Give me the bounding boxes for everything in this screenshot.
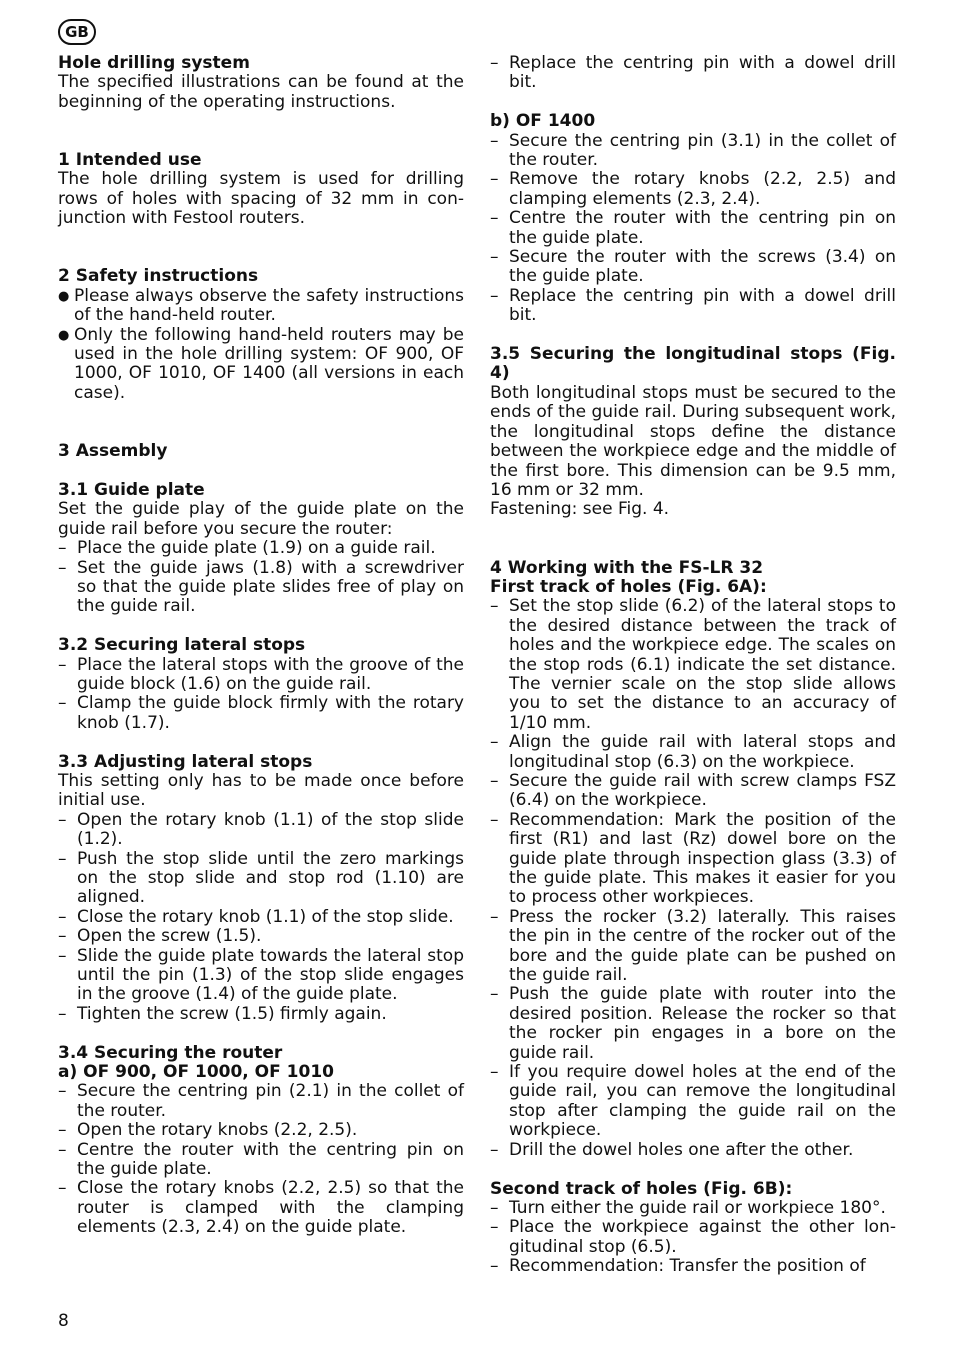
list-item: – Close the rotary knob (1.1) of the stop slide. — [58, 908, 464, 927]
list-item: – Centre the router with the centring pin on the guide plate. — [490, 209, 896, 248]
right-column — [490, 54, 896, 1277]
section-3-4-heading: 3.4 Securing the router — [58, 1042, 283, 1063]
language-badge: GB — [58, 19, 96, 45]
list-item: – Open the rotary knobs (2.2, 2.5). — [58, 1121, 464, 1140]
lateral-stops-list — [58, 656, 464, 734]
page-number: 8 — [58, 1311, 69, 1331]
section-3-4a-heading: a) OF 900, OF 1000, OF 1010 — [58, 1062, 334, 1083]
list-item: – Set the guide jaws (1.8) with a screwdriver so that the guide plate slides free of play on the guide rail. — [58, 559, 464, 617]
list-item: ● Only the following hand-held routers may be used in the hole drilling system: OF 900, OF 1000, OF 1010, OF 1400 (all versions in each case). — [58, 326, 464, 404]
section-3-3-heading: 3.3 Adjusting lateral stops — [58, 751, 313, 772]
list-item: – Recommendation: Transfer the position of — [490, 1257, 896, 1276]
second-track-heading: Second track of holes (Fig. 6B): — [490, 1178, 793, 1199]
first-track-list — [490, 597, 896, 1160]
section-1-text: The hole drilling system is used for drilling rows of holes with spacing of 32 mm in conjunction with Festool routers. — [58, 169, 464, 229]
section-1-heading: 1 Intended use — [58, 150, 202, 171]
first-track-heading: First track of holes (Fig. 6A): — [490, 576, 767, 597]
document-title: Hole drilling system — [58, 53, 250, 73]
section-3-5-text: Both longitudinal stops must be secured to the ends of the guide rail. During subsequent work, the longitudinal stops define the distance between the workpiece edge and the middle of the first bore. This dimension can be 9.5 mm, 16 mm or 32 mm. — [490, 382, 896, 500]
list-item: – Tighten the screw (1.5) firmly again. — [58, 1005, 464, 1024]
intro-paragraph: The specified illustrations can be found at the beginning of the operating instructions. — [58, 72, 464, 112]
section-3-5-fastening: Fastening: see Fig. 4. — [490, 499, 670, 520]
section-3-2-heading: 3.2 Securing lateral stops — [58, 635, 306, 656]
list-item: – Replace the centring pin with a dowel drill bit. — [490, 287, 896, 326]
list-item: – Align the guide rail with lateral stops and longitudinal stop (6.3) on the workpiece. — [490, 733, 896, 772]
second-track-list — [490, 1199, 896, 1277]
list-item: – Drill the dowel holes one after the other. — [490, 1141, 896, 1160]
list-item: – Clamp the guide block firmly with the rotary knob (1.7). — [58, 694, 464, 733]
section-3-1-text: Set the guide play of the guide plate on the guide rail before you secure the router: — [58, 499, 464, 539]
list-item: – Turn either the guide rail or workpiece 180°. — [490, 1199, 896, 1218]
safety-list — [58, 287, 464, 403]
adjusting-stops-list — [58, 811, 464, 1024]
list-item: – Set the stop slide (6.2) of the lateral stops to the desired distance between the track of holes and the workpiece edge. The scales on the stop rods (6.1) indicate the set distance. The vernier scale on the stop slide allows you to set the distance to an accuracy of 1/10 mm. — [490, 597, 896, 733]
section-3-heading: 3 Assembly — [58, 441, 168, 462]
list-item: – Secure the centring pin (3.1) in the collet of the router. — [490, 132, 896, 171]
list-item: – Slide the guide plate towards the lateral stop until the pin (1.3) of the stop slide engages in the groove (1.4) of the guide plate. — [58, 947, 464, 1005]
list-item: – Open the screw (1.5). — [58, 927, 464, 946]
list-item: – Centre the router with the centring pin on the guide plate. — [58, 1141, 464, 1180]
list-item: – Secure the centring pin (2.1) in the collet of the router. — [58, 1082, 464, 1121]
list-item: – Push the stop slide until the zero markings on the stop slide and stop rod (1.10) are aligned. — [58, 850, 464, 908]
list-item: – Place the lateral stops with the groove of the guide block (1.6) on the guide rail. — [58, 656, 464, 695]
list-item: – If you require dowel holes at the end of the guide rail, you can remove the longitudinal stop after clamping the guide rail on the workpiece. — [490, 1063, 896, 1141]
section-3-4b-heading: b) OF 1400 — [490, 111, 596, 132]
list-item: – Recommendation: Mark the position of the first (R1) and last (Rz) dowel bore on the guide plate through inspection glass (3.3) of the guide plate. This makes it easier for you to process other workpieces. — [490, 811, 896, 908]
list-item: ● Please always observe the safety instructions of the hand-held router. — [58, 287, 464, 326]
list-item: – Remove the rotary knobs (2.2, 2.5) and clamping elements (2.3, 2.4). — [490, 170, 896, 209]
list-item: – Close the rotary knobs (2.2, 2.5) so that the router is clamped with the clamping elements (2.3, 2.4) on the guide plate. — [58, 1179, 464, 1237]
section-3-1-heading: 3.1 Guide plate — [58, 479, 205, 500]
list-item: – Place the workpiece against the other longitudinal stop (6.5). — [490, 1218, 896, 1257]
list-item: – Open the rotary knob (1.1) of the stop slide (1.2). — [58, 811, 464, 850]
securing-router-list-continued — [490, 54, 896, 93]
list-item: – Push the guide plate with router into the desired position. Release the rocker so that the rocker pin engages in a bore on the guide rail. — [490, 985, 896, 1063]
list-item: – Replace the centring pin with a dowel drill bit. — [490, 54, 896, 93]
list-item: – Press the rocker (3.2) laterally. This raises the pin in the centre of the rocker out of the bore and the guide plate can be pushed on the guide rail. — [490, 908, 896, 986]
list-item: – Secure the guide rail with screw clamps FSZ (6.4) on the workpiece. — [490, 772, 896, 811]
left-column — [58, 54, 464, 1238]
section-3-5-heading: 3.5 Securing the longitudinal stops (Fig. 4) — [490, 344, 896, 384]
securing-router-list — [58, 1082, 464, 1237]
list-item: – Place the guide plate (1.9) on a guide rail. — [58, 539, 464, 558]
section-4-heading: 4 Working with the FS-LR 32 — [490, 557, 764, 578]
guide-plate-list — [58, 539, 464, 617]
list-item: – Secure the router with the screws (3.4) on the guide plate. — [490, 248, 896, 287]
section-3-3-text: This setting only has to be made once before initial use. — [58, 770, 464, 811]
section-2-heading: 2 Safety instructions — [58, 266, 259, 287]
of1400-list — [490, 132, 896, 326]
